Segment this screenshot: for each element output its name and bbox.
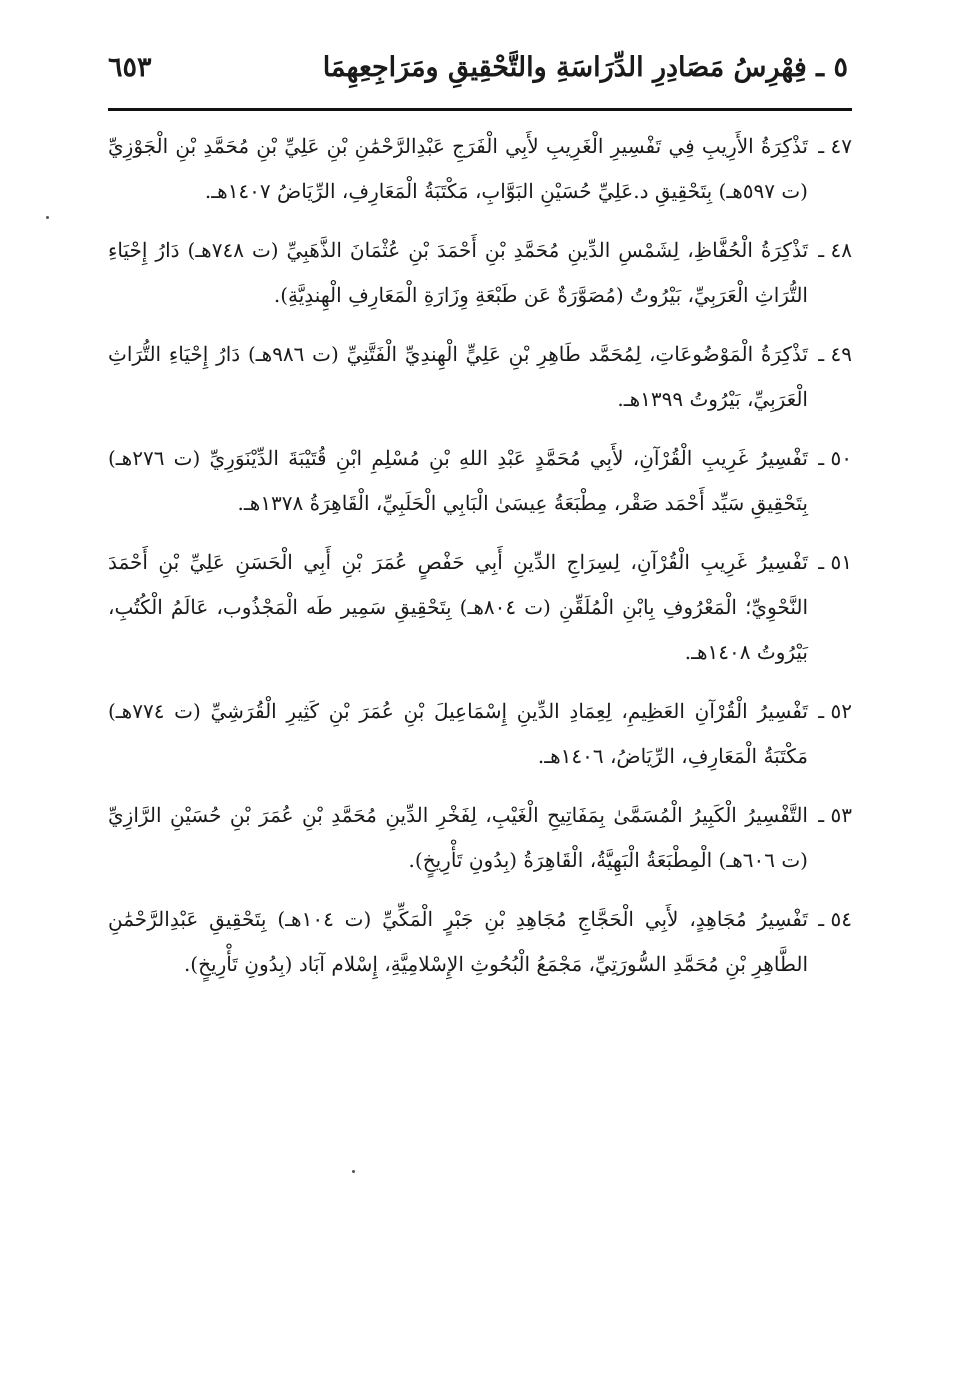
entry-text: تَذْكِرَةُ الأَرِيبِ فِي تَفْسِيرِ الْغَرِيبِ لأَبِي الْفَرَجِ عَبْدِالرَّحْمَٰنِ بْنِ عَلِيِّ بْنِ مُحَمَّدِ بْنِ الْجَوْزِيِّ (ت ٥٩٧هـ) بِتَحْقِيقِ د.عَلِيِّ حُسَيْنِ البَوَّابِ، مَكْتَبَةُ الْمَعَارِفِ، الرِّيَاضُ ١٤٠٧هـ. (108, 134, 808, 203)
bibliography-entry-53 (108, 793, 852, 883)
section-title: ٥ ـ فِهْرِسُ مَصَادِرِ الدِّرَاسَةِ والتَّحْقِيقِ ومَرَاجِعِهِمَا (322, 52, 848, 83)
bibliography-entry-47 (108, 124, 852, 214)
bibliography-entry-48 (108, 228, 852, 318)
entry-text: تَفْسِيرُ غَرِيبِ الْقُرْآنِ، لأَبِي مُحَمَّدٍ عَبْدِ اللهِ بْنِ مُسْلِمِ ابْنِ قُتَيْبَةَ الدِّيْنَوَرِيِّ (ت ٢٧٦هـ) بِتَحْقِيقِ سَيِّد أَحْمَد صَقْر، مِطْبَعَةُ عِيسَىٰ الْبَابِي الْحَلَبِيِّ، الْقَاهِرَةُ ١٣٧٨هـ. (108, 446, 808, 515)
bibliography-entry-50 (108, 436, 852, 526)
entry-text: التَّفْسِيرُ الْكَبِيرُ الْمُسَمَّىٰ بِمَفَاتِيحِ الْغَيْبِ، لِفَخْرِ الدِّينِ مُحَمَّدِ بْنِ عُمَرَ بْنِ حُسَيْنِ الرَّازِيِّ (ت ٦٠٦هـ) الْمِطْبَعَةُ الْبَهِيَّةُ، الْقَاهِرَةُ (بِدُونِ تَأْرِيخٍ). (108, 803, 808, 872)
entry-number: ٥٠ ـ (818, 446, 852, 470)
scan-speck (352, 1170, 355, 1173)
bibliography-entry-54 (108, 897, 852, 987)
entry-number: ٤٩ ـ (818, 342, 852, 366)
entry-text: تَفْسِيرُ الْقُرْآنِ العَظِيمِ، لِعِمَادِ الدِّينِ إِسْمَاعِيلَ بْنِ عُمَرَ بْنِ كَثِيرِ الْقُرَشِيِّ (ت ٧٧٤هـ) مَكْتَبَةُ الْمَعَارِفِ، الرِّيَاضُ، ١٤٠٦هـ. (108, 699, 808, 768)
entry-number: ٥١ ـ (818, 550, 852, 574)
entry-text: تَفْسِيرُ غَرِيبِ الْقُرْآنِ، لِسِرَاجِ الدِّينِ أَبِي حَفْصٍ عُمَرَ بْنِ أَبِي الْحَسَنِ عَلِيِّ بْنِ أَحْمَدَ النَّحْوِيِّ؛ الْمَعْرُوفِ بِابْنِ الْمُلَقِّنِ (ت ٨٠٤هـ) بِتَحْقِيقِ سَمِير طَه الْمَجْذُوب، عَالَمُ الْكُتُبِ، بَيْرُوتُ ١٤٠٨هـ. (108, 550, 809, 664)
bibliography-entry-52 (108, 689, 852, 779)
page-number: ٦٥٣ (108, 52, 152, 83)
entry-text: تَذْكِرَةُ الْمَوْضُوعَاتِ، لِمُحَمَّد طَاهِرِ بْنِ عَلِيٍّ الْهِندِيِّ الْفَتَّنِيِّ (ت ٩٨٦هـ) دَارُ إِحْيَاءِ التُّرَاثِ الْعَرَبِيِّ، بَيْرُوتُ ١٣٩٩هـ. (108, 342, 808, 411)
entry-number: ٤٨ ـ (818, 238, 852, 262)
header-divider (108, 108, 852, 111)
entry-number: ٤٧ ـ (818, 134, 852, 158)
entry-number: ٥٤ ـ (818, 907, 852, 931)
entry-text: تَفْسِيرُ مُجَاهِدٍ، لأَبِي الْحَجَّاجِ مُجَاهِدِ بْنِ جَبْرٍ الْمَكِّيِّ (ت ١٠٤هـ) بِتَحْقِيقِ عَبْدِالرَّحْمَٰنِ الطَّاهِرِ بْنِ مُحَمَّدِ السُّورَتِيِّ، مَجْمَعُ الْبُحُوثِ الإِسْلامِيَّةِ، إِسْلام آبَاد (بِدُونِ تَأْرِيخٍ). (108, 907, 808, 976)
entry-number: ٥٢ ـ (818, 699, 852, 723)
bibliography-entry-49 (108, 332, 852, 422)
entry-text: تَذْكِرَةُ الْحُفَّاظِ، لِشَمْسِ الدِّينِ مُحَمَّدِ بْنِ أَحْمَدَ بْنِ عُثْمَانَ الذَّهَبِيِّ (ت ٧٤٨هـ) دَارُ إِحْيَاءِ التُّرَاثِ الْعَرَبِيِّ، بَيْرُوتُ (مُصَوَّرَةٌ عَن طَبْعَةِ وِزَارَةِ الْمَعَارِفِ الْهِندِيَّةِ). (108, 238, 809, 307)
bibliography-entry-51 (108, 540, 852, 675)
running-header (108, 46, 848, 96)
entry-number: ٥٣ ـ (818, 803, 852, 827)
bibliography-list (108, 124, 852, 1001)
scan-speck (46, 216, 49, 219)
